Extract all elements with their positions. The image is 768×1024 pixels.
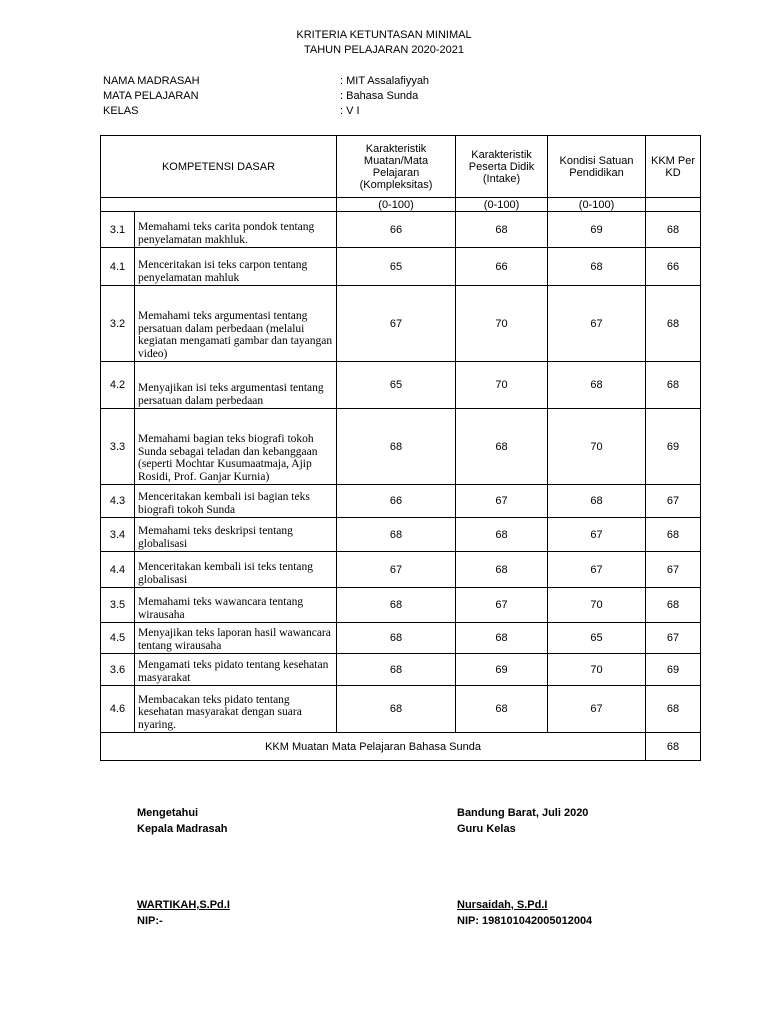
value-kondisi: 67 xyxy=(548,686,646,733)
value-kondisi: 67 xyxy=(548,286,646,362)
value-kondisi: 70 xyxy=(548,654,646,686)
document-title xyxy=(0,28,768,58)
value-kondisi: 70 xyxy=(548,588,646,623)
info-value: : MIT Assalafiyyah xyxy=(340,75,430,87)
table-row xyxy=(101,212,701,248)
kd-number: 4.6 xyxy=(101,686,135,733)
kd-number: 3.6 xyxy=(101,654,135,686)
value-kkm: 68 xyxy=(646,362,701,409)
value-kkm: 67 xyxy=(646,552,701,588)
value-intake: 66 xyxy=(456,248,548,286)
signature-left-line2: Kepala Madrasah xyxy=(137,823,228,835)
kd-text: Menyajikan isi teks argumentasi tentang persatuan dalam perbedaan xyxy=(135,362,337,409)
kd-number: 3.3 xyxy=(101,409,135,485)
signature-left-line1: Mengetahui xyxy=(137,807,199,819)
header-intake: Karakteristik Peserta Didik (Intake) xyxy=(456,136,548,198)
kd-text: Memahami teks argumentasi tentang persatuan dalam perbedaan (melalui kegiatan mengamati gambar dan tayangan video) xyxy=(135,286,337,362)
value-intake: 69 xyxy=(456,654,548,686)
table-row xyxy=(101,286,701,362)
value-kompleksitas: 65 xyxy=(337,248,456,286)
value-intake: 70 xyxy=(456,362,548,409)
signature-left-footer xyxy=(137,897,230,929)
value-intake: 67 xyxy=(456,588,548,623)
value-kondisi: 69 xyxy=(548,212,646,248)
kd-text: Membacakan teks pidato tentang kesehatan masyarakat dengan suara nyaring. xyxy=(135,686,337,733)
value-kkm: 69 xyxy=(646,409,701,485)
signature-left-name: WARTIKAH,S.Pd.I xyxy=(137,899,230,911)
range-empty xyxy=(101,198,337,212)
range-row xyxy=(101,198,701,212)
value-intake: 70 xyxy=(456,286,548,362)
table-row xyxy=(101,518,701,552)
header-kompetensi-dasar: KOMPETENSI DASAR xyxy=(101,136,337,198)
value-kompleksitas: 67 xyxy=(337,552,456,588)
value-kkm: 69 xyxy=(646,654,701,686)
kd-text: Mengamati teks pidato tentang kesehatan masyarakat xyxy=(135,654,337,686)
kd-text: Menyajikan teks laporan hasil wawancara tentang wirausaha xyxy=(135,623,337,654)
value-kkm: 68 xyxy=(646,212,701,248)
value-kompleksitas: 68 xyxy=(337,518,456,552)
value-kondisi: 68 xyxy=(548,362,646,409)
value-intake: 68 xyxy=(456,409,548,485)
value-kkm: 68 xyxy=(646,588,701,623)
kd-number: 4.2 xyxy=(101,362,135,409)
range-cell: (0-100) xyxy=(337,198,456,212)
header-kondisi: Kondisi Satuan Pendidikan xyxy=(548,136,646,198)
value-kompleksitas: 65 xyxy=(337,362,456,409)
kd-number: 3.2 xyxy=(101,286,135,362)
signature-right-nip: NIP: 198101042005012004 xyxy=(457,915,593,927)
title-line-2: TAHUN PELAJARAN 2020-2021 xyxy=(304,44,464,56)
kd-number: 4.1 xyxy=(101,248,135,286)
table-row xyxy=(101,623,701,654)
kd-text: Menceritakan kembali isi bagian teks biografi tokoh Sunda xyxy=(135,485,337,518)
kd-text: Memahami teks wawancara tentang wirausaha xyxy=(135,588,337,623)
value-kompleksitas: 67 xyxy=(337,286,456,362)
signature-right-name: Nursaidah, S.Pd.I xyxy=(457,899,548,911)
value-kkm: 68 xyxy=(646,686,701,733)
title-line-1: KRITERIA KETUNTASAN MINIMAL xyxy=(296,29,472,41)
kd-number: 4.3 xyxy=(101,485,135,518)
table-row xyxy=(101,485,701,518)
footer-value: 68 xyxy=(646,733,701,761)
kd-text: Menceritakan kembali isi teks tentang globalisasi xyxy=(135,552,337,588)
value-kompleksitas: 68 xyxy=(337,686,456,733)
table-row xyxy=(101,362,701,409)
value-kkm: 67 xyxy=(646,485,701,518)
signature-right-line2: Guru Kelas xyxy=(457,823,516,835)
table-row xyxy=(101,248,701,286)
value-kompleksitas: 66 xyxy=(337,212,456,248)
value-kkm: 66 xyxy=(646,248,701,286)
signature-left-header xyxy=(137,805,227,837)
value-kompleksitas: 68 xyxy=(337,654,456,686)
range-cell: (0-100) xyxy=(548,198,646,212)
info-value: : Bahasa Sunda xyxy=(340,90,419,102)
value-kondisi: 65 xyxy=(548,623,646,654)
signature-left-nip: NIP:- xyxy=(137,915,163,927)
footer-label: KKM Muatan Mata Pelajaran Bahasa Sunda xyxy=(101,733,646,761)
kd-number: 4.4 xyxy=(101,552,135,588)
value-kondisi: 70 xyxy=(548,409,646,485)
value-intake: 68 xyxy=(456,212,548,248)
value-kompleksitas: 68 xyxy=(337,588,456,623)
value-kkm: 68 xyxy=(646,286,701,362)
header-kkm-per-kd: KKM Per KD xyxy=(646,136,701,198)
range-cell: (0-100) xyxy=(456,198,548,212)
range-cell xyxy=(646,198,701,212)
kd-text: Memahami bagian teks biografi tokoh Sunda sebagai teladan dan kebanggaan (seperti Mochtar Kusumaatmaja, Ajip Rosidi, Prof. Ganjar Kurnia) xyxy=(135,409,337,485)
table-row xyxy=(101,409,701,485)
value-kompleksitas: 68 xyxy=(337,623,456,654)
value-intake: 68 xyxy=(456,686,548,733)
kd-text: Menceritakan isi teks carpon tentang penyelamatan mahluk xyxy=(135,248,337,286)
signature-right-footer xyxy=(457,897,592,929)
kd-number: 4.5 xyxy=(101,623,135,654)
value-kkm: 68 xyxy=(646,518,701,552)
kd-number: 3.1 xyxy=(101,212,135,248)
table-row xyxy=(101,686,701,733)
kd-number: 3.4 xyxy=(101,518,135,552)
kd-text: Memahami teks carita pondok tentang penyelamatan makhluk. xyxy=(135,212,337,248)
value-kompleksitas: 68 xyxy=(337,409,456,485)
signature-right-header xyxy=(457,805,588,837)
value-kondisi: 68 xyxy=(548,248,646,286)
value-kondisi: 67 xyxy=(548,552,646,588)
info-label: MATA PELAJARAN xyxy=(103,90,199,102)
table-header-row xyxy=(101,136,701,198)
value-intake: 68 xyxy=(456,552,548,588)
table-row xyxy=(101,588,701,623)
value-intake: 67 xyxy=(456,485,548,518)
table-footer-row xyxy=(101,733,701,761)
value-kkm: 67 xyxy=(646,623,701,654)
table-row xyxy=(101,654,701,686)
kd-number: 3.5 xyxy=(101,588,135,623)
value-kondisi: 67 xyxy=(548,518,646,552)
value-kompleksitas: 66 xyxy=(337,485,456,518)
info-label: KELAS xyxy=(103,105,139,117)
value-intake: 68 xyxy=(456,518,548,552)
header-kompleksitas: Karakteristik Muatan/Mata Pelajaran (Kompleksitas) xyxy=(337,136,456,198)
value-intake: 68 xyxy=(456,623,548,654)
table-row xyxy=(101,552,701,588)
kkm-table xyxy=(100,135,701,761)
info-value: : V I xyxy=(340,105,360,117)
value-kondisi: 68 xyxy=(548,485,646,518)
kd-text: Memahami teks deskripsi tentang globalisasi xyxy=(135,518,337,552)
info-label: NAMA MADRASAH xyxy=(103,75,200,87)
signature-right-line1: Bandung Barat, Juli 2020 xyxy=(457,807,589,819)
